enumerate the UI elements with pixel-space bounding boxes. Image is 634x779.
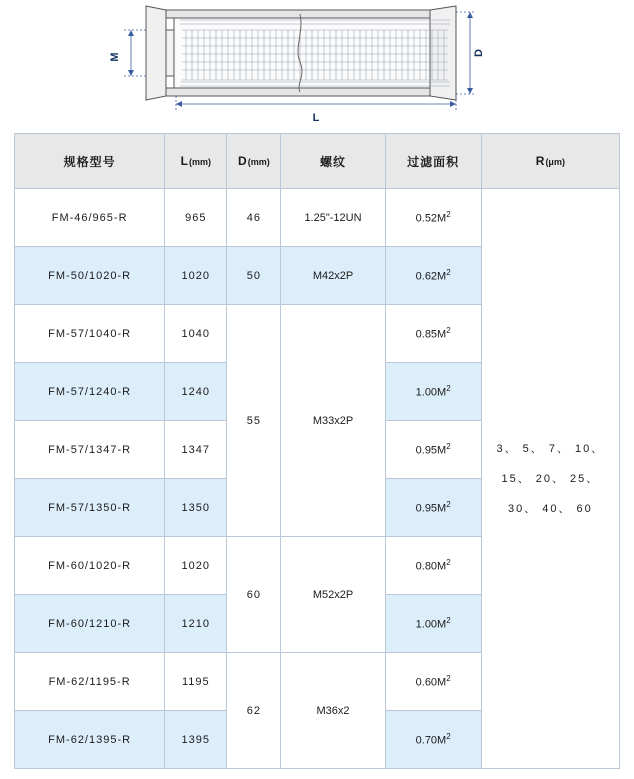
cell-filter-area-exponent: 2 <box>446 558 451 568</box>
cell-filter-area-value: 0.85M <box>415 328 447 341</box>
cell-diameter: 62 <box>227 653 281 769</box>
cell-model: FM-60/1020-R <box>15 537 165 595</box>
product-diagram <box>0 0 634 125</box>
cell-diameter: 50 <box>227 247 281 305</box>
cell-filter-area <box>385 247 481 305</box>
cell-filter-area-value: 0.70M <box>415 734 447 747</box>
cell-thread: M52x2P <box>281 537 385 653</box>
specification-table-wrapper <box>14 133 620 769</box>
cell-filter-area <box>385 711 481 769</box>
cell-filter-area-value: 0.95M <box>415 502 447 515</box>
cell-filter-area-value: 0.80M <box>415 560 447 573</box>
col-header-filter-area-text: 过滤面积 <box>407 154 460 169</box>
cell-filter-area <box>385 595 481 653</box>
cell-length: 1040 <box>165 305 227 363</box>
cell-filter-area-value: 0.62M <box>415 270 447 283</box>
col-header-length-unit: (mm) <box>188 157 211 167</box>
cell-filter-area-exponent: 2 <box>446 268 451 278</box>
cell-filter-area-exponent: 2 <box>446 326 451 336</box>
cell-model: FM-60/1210-R <box>15 595 165 653</box>
cell-length: 1210 <box>165 595 227 653</box>
cell-filter-area-exponent: 2 <box>446 384 451 394</box>
col-header-diameter-text: D <box>238 154 248 168</box>
col-header-diameter <box>227 134 281 189</box>
cell-filter-area-exponent: 2 <box>446 500 451 510</box>
cell-diameter: 60 <box>227 537 281 653</box>
col-header-length <box>165 134 227 189</box>
cell-length: 1350 <box>165 479 227 537</box>
cell-model: FM-57/1240-R <box>15 363 165 421</box>
cell-model: FM-57/1350-R <box>15 479 165 537</box>
table-header-row <box>15 134 620 189</box>
col-header-rating <box>481 134 619 189</box>
cell-filter-area-exponent: 2 <box>446 442 451 452</box>
dimension-label-m: M <box>109 52 121 62</box>
cell-thread: 1.25"-12UN <box>281 189 385 247</box>
cell-model: FM-57/1347-R <box>15 421 165 479</box>
cell-filter-area-value: 0.52M <box>415 212 447 225</box>
cell-filter-area-exponent: 2 <box>446 674 451 684</box>
col-header-rating-text: R <box>535 154 546 168</box>
cell-filter-area-value: 1.00M <box>415 386 447 399</box>
col-header-filter-area <box>385 134 481 189</box>
rating-line-1: 3、 5、 7、 10、 <box>496 442 605 455</box>
cell-thread: M36x2 <box>281 653 385 769</box>
cell-filter-area-exponent: 2 <box>446 616 451 626</box>
cell-length: 1020 <box>165 247 227 305</box>
cell-length: 1395 <box>165 711 227 769</box>
filter-element-drawing <box>0 0 634 125</box>
cell-model: FM-62/1195-R <box>15 653 165 711</box>
cell-filter-area <box>385 305 481 363</box>
cell-filter-area-exponent: 2 <box>446 732 451 742</box>
cell-filter-area <box>385 421 481 479</box>
cell-length: 965 <box>165 189 227 247</box>
col-header-thread <box>281 134 385 189</box>
table-row <box>15 189 620 247</box>
col-header-model <box>15 134 165 189</box>
cell-length: 1020 <box>165 537 227 595</box>
cell-filter-area-value: 0.60M <box>415 676 447 689</box>
col-header-model-text: 规格型号 <box>63 154 116 169</box>
cell-model: FM-50/1020-R <box>15 247 165 305</box>
rating-line-3: 30、 40、 60 <box>507 502 593 515</box>
cell-diameter: 55 <box>227 305 281 537</box>
col-header-thread-text: 螺纹 <box>319 154 346 169</box>
dimension-label-d: D <box>473 49 485 57</box>
cell-length: 1347 <box>165 421 227 479</box>
cell-model: FM-46/965-R <box>15 189 165 247</box>
cell-filter-area-value: 0.95M <box>415 444 447 457</box>
specification-table <box>14 133 620 769</box>
cell-thread: M33x2P <box>281 305 385 537</box>
cell-model: FM-62/1395-R <box>15 711 165 769</box>
cell-filter-area <box>385 479 481 537</box>
cell-filter-area <box>385 363 481 421</box>
cell-rating <box>481 189 619 769</box>
cell-diameter: 46 <box>227 189 281 247</box>
cell-filter-area <box>385 537 481 595</box>
cell-length: 1240 <box>165 363 227 421</box>
col-header-length-text: L <box>180 154 189 168</box>
cell-model: FM-57/1040-R <box>15 305 165 363</box>
cell-filter-area-exponent: 2 <box>446 210 451 220</box>
cell-filter-area-value: 1.00M <box>415 618 447 631</box>
dimension-label-l: L <box>312 112 320 124</box>
col-header-rating-unit: (μm) <box>545 157 565 167</box>
col-header-diameter-unit: (mm) <box>247 157 270 167</box>
cell-filter-area <box>385 653 481 711</box>
rating-line-2: 15、 20、 25、 <box>501 472 600 485</box>
cell-thread: M42x2P <box>281 247 385 305</box>
cell-length: 1195 <box>165 653 227 711</box>
cell-filter-area <box>385 189 481 247</box>
